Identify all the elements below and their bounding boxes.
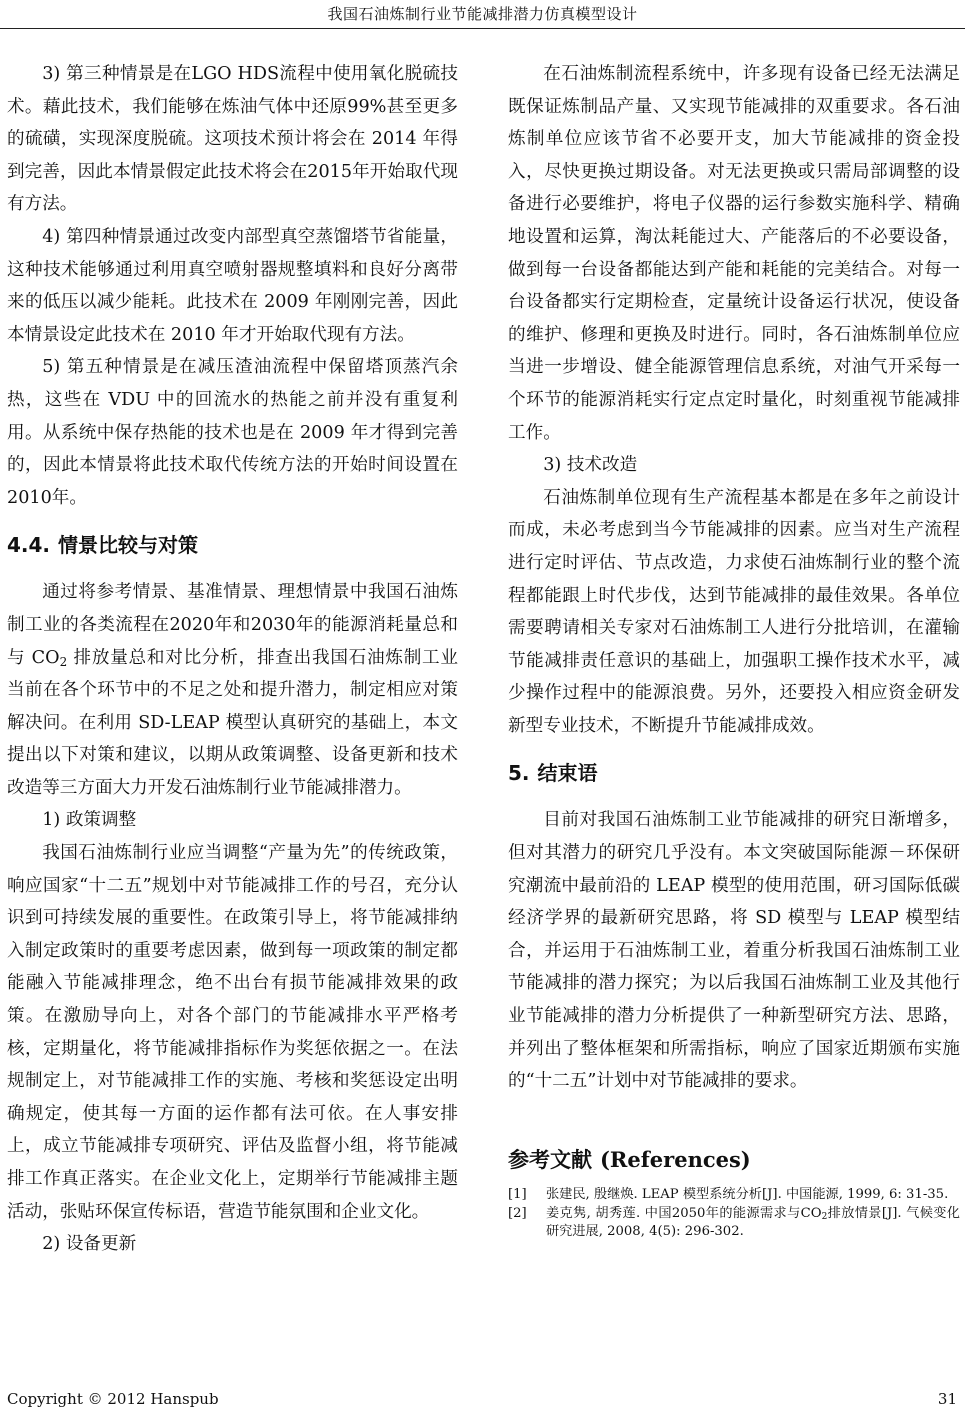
reference-text: 张建民, 殷继焕. LEAP 模型系统分析[J]. 中国能源, 1999, 6: 31-35. [546, 1186, 949, 1202]
reference-number: [1] [508, 1186, 527, 1202]
section-title: 情景比较与对策 [58, 533, 199, 558]
paragraph-conclusion: 目前对我国石油炼制工业节能减排的研究日渐增多，但对其潜力的研究几乎没有。本文突破国际能源－环保研究潮流中最前沿的 LEAP 模型的使用范围，研习国际低碳经济学界的最新研究思路，将 SD 模型与 LEAP 模型结合，并运用于石油炼制工业，着重分析我国石油炼制工业节能减排的潜力探究；为以后我国石油炼制工业及其他行业节能减排的潜力分析提供了一种新型研究方法、思路，并列出了整体框架和所需指标，响应了国家近期颁布实施的“十二五”计划中对节能减排的要求。 [508, 810, 960, 1092]
references-title-cn: 参考文献 [508, 1147, 592, 1172]
reference-item [508, 1186, 960, 1204]
paragraph-tech: 石油炼制单位现有生产流程基本都是在多年之前设计而成，未必考虑到当今节能减排的因素。应当对生产流程进行定时评估、节点改造，力求使石油炼制行业的整个流程都能跟上时代步伐，达到节能减排的最佳效果。各单位需要聘请相关专家对石油炼制工人进行分批培训，在灌输节能减排责任意识的基础上，加强职工操作技术水平，减少操作过程中的能源浪费。另外，还要投入相应资金研发新型专业技术，不断提升节能减排成效。 [508, 487, 960, 736]
reference-text [546, 1205, 960, 1240]
running-header-title: 我国石油炼制行业节能减排潜力仿真模型设计 [327, 5, 638, 23]
footer-copyright: Copyright © 2012 Hanspub [7, 1390, 219, 1408]
reference-item [508, 1205, 960, 1240]
paragraph-scenario-3: 3) 第三种情景是在LGO HDS流程中使用氧化脱硫技术。藉此技术，我们能够在炼油气体中还原99%甚至更多的硫磺，实现深度脱硫。这项技术预计将会在 2014 年得到完善，因此本情景假定此技术将会在2015年开始取代现有方法。 [7, 64, 458, 215]
paragraph-scenario-4: 4) 第四种情景通过改变内部型真空蒸馏塔节省能量，这种技术能够通过利用真空喷射器规整填料和良好分离带来的低压以减少能耗。此技术在 2009 年刚刚完善，因此本情景设定此技术在 2010 年才开始取代现有方法。 [7, 226, 458, 345]
section-number: 4.4. [7, 533, 51, 558]
reference-text-start: 姜克隽, 胡秀莲. 中国2050年的能源需求与CO [546, 1206, 822, 1222]
co2-subscript: 2 [59, 654, 68, 669]
co2-subscript: 2 [821, 1212, 828, 1223]
left-column [7, 58, 458, 1261]
intro-text-end: 排放量总和对比分析，排查出我国石油炼制工业当前在各个环节中的不足之处和提升潜力，制定相应对策解决问。在利用 SD-LEAP 模型认真研究的基础上，本文提出以下对策和建议，以期从政策调整、设备更新和技术改造等三方面大力开发石油炼制行业节能减排潜力。 [7, 647, 458, 798]
paragraph-policy: 我国石油炼制行业应当调整“产量为先”的传统政策，响应国家“十二五”规划中对节能减排工作的号召，充分认识到可持续发展的重要性。在政策引导上，将节能减排纳入制定政策时的重要考虑因素，做到每一项政策的制定都能融入节能减排理念，绝不出台有损节能减排效果的政策。在激励导向上，对各个部门的节能减排水平严格考核，定期量化，将节能减排指标作为奖惩依据之一。在法规制定上，对节能减排工作的实施、考核和奖惩设定出明确规定，使其每一方面的运作都有法可依。在人事安排上，成立节能减排专项研究、评估及监督小组，将节能减排工作真正落实。在企业文化上，定期举行节能减排主题活动，张贴环保宣传标语，营造节能氛围和企业文化。 [7, 843, 458, 1222]
footer-page-number: 31 [937, 1390, 957, 1408]
section-title: 结束语 [537, 761, 598, 786]
references-title-en: (References) [600, 1146, 751, 1172]
section-heading-5 [508, 760, 960, 786]
paragraph-equipment: 在石油炼制流程系统中，许多现有设备已经无法满足既保证炼制品产量、又实现节能减排的双重要求。各石油炼制单位应该节省不必要开支，加大节能减排的资金投入，尽快更换过期设备。对无法更换或只需局部调整的设备进行必要维护，将电子仪器的运行参数实施科学、精确地设置和运算，淘汰耗能过大、产能落后的不必要设备，做到每一台设备都能达到产能和耗能的完美结合。对每一台设备都实行定期检查，定量统计设备运行状况，使设备的维护、修理和更换及时进行。同时，各石油炼制单位应当进一步增设、健全能源管理信息系统，对油气开采每一个环节的能源消耗实行定点定时量化，时刻重视节能减排工作。 [508, 64, 960, 443]
reference-text-end: 排放情景[J]. 气候变化研究进展, 2008, 4(5): 296-302. [546, 1206, 960, 1239]
list-item-tech-label: 3) 技术改造 [543, 455, 638, 476]
header-rule [0, 28, 965, 29]
intro-text-start: 通过将参考情景、基准情景、理想情景中我国石油炼制工业的各类流程在2020年和2030年的能源消耗量总和与 CO [7, 582, 458, 668]
section-number: 5. [508, 761, 530, 786]
paragraph-scenario-5: 5) 第五种情景是在减压渣油流程中保留塔顶蒸汽余热，这些在 VDU 中的回流水的热能之前并没有重复利用。从系统中保存热能的技术也是在 2009 年才得到完善的，因此本情景将此技术取代传统方法的开始时间设置在2010年。 [7, 357, 458, 508]
section-heading-4-4 [7, 532, 458, 558]
list-item-policy-label: 1) 政策调整 [42, 810, 137, 831]
reference-number: [2] [508, 1206, 527, 1222]
list-item-equipment-label: 2) 设备更新 [42, 1234, 137, 1255]
right-column [508, 58, 960, 1242]
references-heading [508, 1146, 960, 1174]
paragraph-comparison-intro [7, 576, 458, 804]
